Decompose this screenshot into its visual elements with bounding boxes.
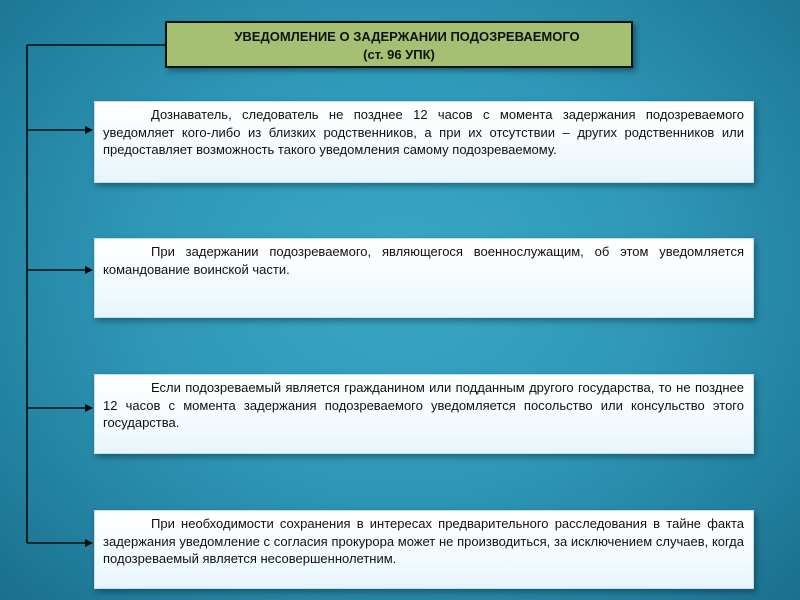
card-text: При задержании подозреваемого, являющегося военнослужащим, об этом уведомляется командование воинской части. — [103, 244, 744, 277]
notice-card-military — [94, 238, 754, 318]
card-text: При необходимости сохранения в интересах предварительного расследования в тайне факта задержания уведомление с согласия прокурора может не производиться, за исключением случаев, когда подозреваемый является несовершеннолетним. — [103, 516, 744, 566]
notice-card-secrecy-exception — [94, 510, 754, 589]
title-line-1: УВЕДОМЛЕНИЕ О ЗАДЕРЖАНИИ ПОДОЗРЕВАЕМОГО — [234, 29, 580, 44]
notice-card-foreign-citizen — [94, 374, 754, 454]
title-line-2: (ст. 96 УПК) — [363, 47, 435, 62]
title-box — [165, 21, 633, 68]
notice-card-relatives — [94, 101, 754, 183]
card-text: Если подозреваемый является гражданином или подданным другого государства, то не позднее 12 часов с момента задержания подозреваемого уведомляется посольство или консульство этого государства. — [103, 380, 744, 430]
card-text: Дознаватель, следователь не позднее 12 часов с момента задержания подозреваемого уведомляет кого-либо из близких родственников, а при их отсутствии – других родственников или предоставляет возможность такого уведомления самому подозреваемому. — [103, 107, 744, 157]
